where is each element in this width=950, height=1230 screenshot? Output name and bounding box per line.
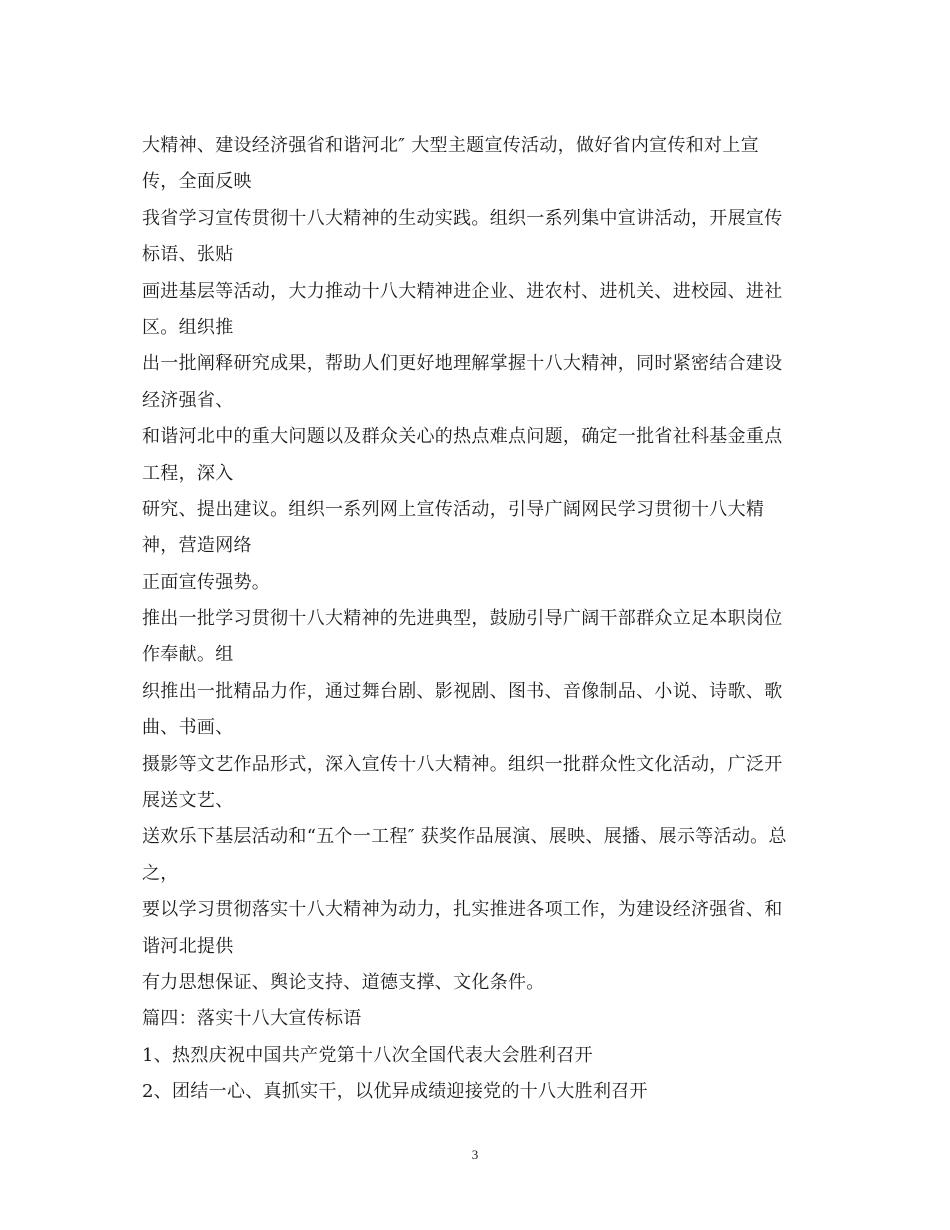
text-line: 推出一批学习贯彻十八大精神的先进典型，鼓励引导广阔干部群众立足本职岗位 [142,608,783,630]
text-line: 之， [142,862,179,884]
text-line: 谐河北提供 [142,935,234,957]
slogan-item: 2、团结一心、真抓实干，以优异成绩迎接党的十八大胜利召开 [142,1081,648,1103]
document-body [142,128,822,1111]
page-number: 3 [471,1147,479,1162]
text-line: 大精神、建设经济强省和谐河北″ 大型主题宣传活动，做好省内宣传和对上宣 [142,135,759,156]
text-line: 正面宣传强势。 [142,571,271,593]
text-line: 和谐河北中的重大问题以及群众关心的热点难点问题，确定一批省社科基金重点 [142,426,783,448]
text-line: 传，全面反映 [142,171,252,193]
text-line: 作奉献。组 [142,644,234,666]
section-heading: 篇四：落实十八大宣传标语 [142,1008,362,1030]
text-line: 出一批阐释研究成果，帮助人们更好地理解掌握十八大精神，同时紧密结合建设 [142,353,783,375]
slogan-item: 1、热烈庆祝中国共产党第十八次全国代表大会胜利召开 [142,1044,593,1066]
text-line: 展送文艺、 [142,790,234,812]
text-line: 送欢乐下基层活动和“五个一工程″ 获奖作品展演、展映、展播、展示等活动。总 [142,826,787,848]
text-line: 织推出一批精品力作，通过舞台剧、影视剧、图书、音像制品、小说、诗歌、歌 [142,680,783,702]
text-line: 神，营造网络 [142,535,252,557]
text-line: 有力思想保证、舆论支持、道德支撑、文化条件。 [142,971,545,993]
text-line: 要以学习贯彻落实十八大精神为动力，扎实推进各项工作，为建设经济强省、和 [142,899,783,921]
text-line: 区。组织推 [142,316,234,338]
text-line: 曲、书画、 [142,717,234,739]
text-line: 我省学习宣传贯彻十八大精神的生动实践。组织一系列集中宣讲活动，开展宣传 [142,207,783,229]
text-line: 标语、张贴 [142,244,234,266]
text-line: 摄影等文艺作品形式，深入宣传十八大精神。组织一批群众性文化活动，广泛开 [142,753,783,775]
text-line: 研究、提出建议。组织一系列网上宣传活动，引导广阔网民学习贯彻十八大精 [142,498,765,520]
text-line: 经济强省、 [142,389,234,411]
text-line: 画进基层等活动，大力推动十八大精神进企业、进农村、进机关、进校园、进社 [142,280,783,302]
text-line: 工程，深入 [142,462,234,484]
